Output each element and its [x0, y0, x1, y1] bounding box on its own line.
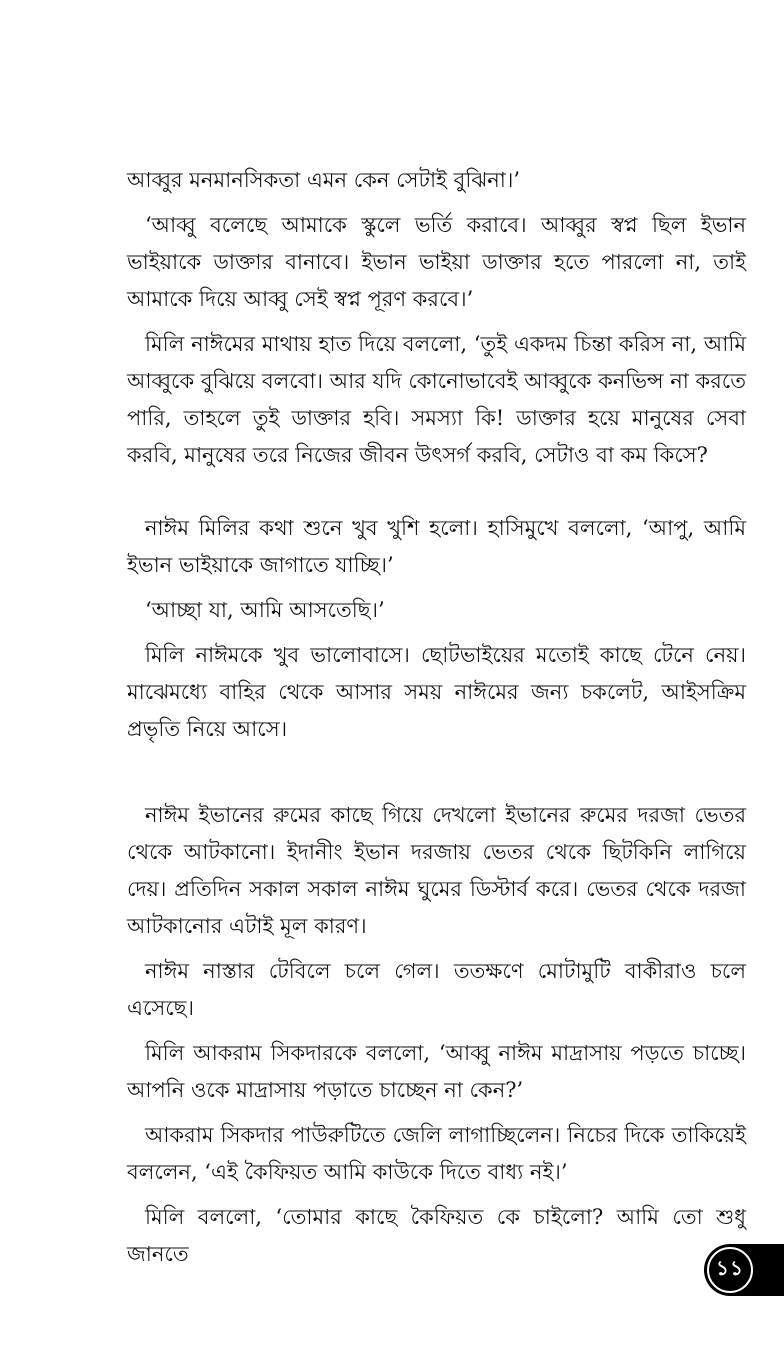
page-number-tab [704, 1244, 784, 1296]
paragraph: নাঈম ইভানের রুমের কাছে গিয়ে দেখলো ইভানের রুমের দরজা ভেতর থেকে আটকানো। ইদানীং ইভান দরজায় ভেতর থেকে ছিটকিনি লাগিয়ে দেয়। প্রতিদিন সকাল সকাল নাঈম ঘুমের ডিস্টার্ব করে। ভেতর থেকে দরজা আটকানোর এটাই মূল কারণ। [127, 803, 746, 938]
page-number-badge [707, 1247, 753, 1293]
paragraph: মিলি বললো, ‘তোমার কাছে কৈফিয়ত কে চাইলো? আমি তো শুধু জানতে [127, 1205, 746, 1266]
paragraph: আকরাম সিকদার পাউরুটিতে জেলি লাগাচ্ছিলেন। নিচের দিকে তাকিয়েই বললেন, ‘এই কৈফিয়ত আমি কাউকে দিতে বাধ্য নই।’ [127, 1123, 746, 1184]
text-section-1 [127, 162, 746, 482]
paragraph: নাঈম নাস্তার টেবিলে চলে গেল। ততক্ষণে মোটামুটি বাকীরাও চলে এসেছে। [127, 959, 746, 1020]
paragraph: আব্বুর মনমানসিকতা এমন কেন সেটাই বুঝিনা।’ [127, 168, 521, 192]
text-section-3 [127, 797, 746, 1281]
paragraph: ‘আচ্ছা যা, আমি আসতেছি।’ [145, 598, 385, 622]
paragraph: নাঈম মিলির কথা শুনে খুব খুশি হলো। হাসিমুখে বললো, ‘আপু, আমি ইভান ভাইয়াকে জাগাতে যাচ্ছি।’ [127, 516, 746, 577]
paragraph: মিলি আকরাম সিকদারকে বললো, ‘আব্বু নাঈম মাদ্রাসায় পড়তে চাচ্ছে। আপনি ওকে মাদ্রাসায় পড়াতে চাচ্ছেন না কেন?’ [127, 1041, 746, 1102]
paragraph: মিলি নাঈমকে খুব ভালোবাসে। ছোটভাইয়ের মতোই কাছে টেনে নেয়। মাঝেমধ্যে বাহির থেকে আসার সময় নাঈমের জন্য চকলেট, আইসক্রিম প্রভৃতি নিয়ে আসে। [127, 643, 746, 741]
page-number: ১১ [716, 1255, 744, 1280]
text-section-2 [127, 510, 746, 756]
paragraph: মিলি নাঈমের মাথায় হাত দিয়ে বললো, ‘তুই একদম চিন্তা করিস না, আমি আব্বুকে বুঝিয়ে বলবো। আর যদি কোনোভাবেই আব্বুকে কনভিন্স না করতে পারি, তাহলে তুই ডাক্তার হবি। সমস্যা কি! ডাক্তার হয়ে মানুষের সেবা করবি, মানুষের তরে নিজের জীবন উৎসর্গ করবি, সেটাও বা কম কিসে? [127, 332, 746, 467]
paragraph: ‘আব্বু বলেছে আমাকে স্কুলে ভর্তি করাবে। আব্বুর স্বপ্ন ছিল ইভান ভাইয়াকে ডাক্তার বানাবে। ইভান ভাইয়া ডাক্তার হতে পারলো না, তাই আমাকে দিয়ে আব্বু সেই স্বপ্ন পূরণ করবে।’ [127, 213, 746, 311]
